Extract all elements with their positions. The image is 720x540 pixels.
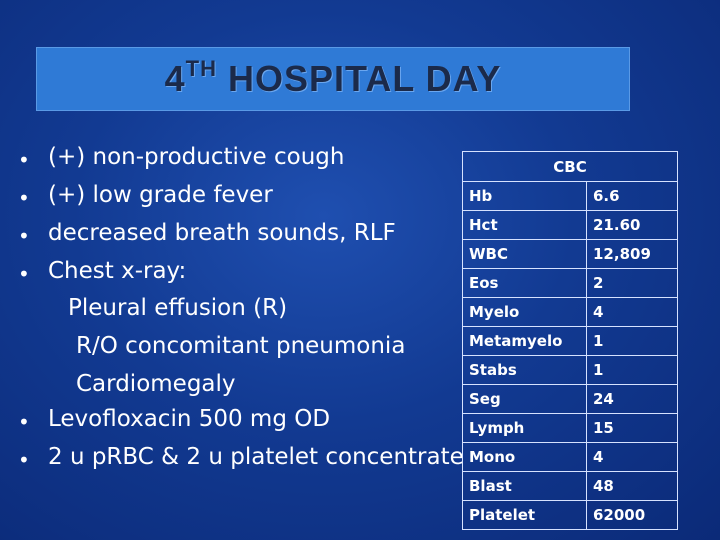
table-row: [463, 298, 678, 327]
bullet-dot: •: [18, 148, 30, 172]
slide-title: [37, 58, 629, 100]
cbc-value: 6.6: [587, 182, 678, 211]
cbc-label: Myelo: [463, 298, 587, 327]
bullet-chest-xray: Chest x-ray:: [48, 258, 187, 284]
bullet-dot: •: [18, 224, 30, 248]
cbc-label: Metamyelo: [463, 327, 587, 356]
cbc-value: 1: [587, 356, 678, 385]
cbc-value: 4: [587, 443, 678, 472]
cbc-value: 2: [587, 269, 678, 298]
table-row: [463, 211, 678, 240]
table-row: [463, 443, 678, 472]
cbc-value: 12,809: [587, 240, 678, 269]
bullet-dot: •: [18, 410, 30, 434]
xray-finding-cardiomegaly: Cardiomegaly: [76, 371, 236, 397]
bullet-levofloxacin: Levofloxacin 500 mg OD: [48, 406, 331, 432]
cbc-label: Blast: [463, 472, 587, 501]
cbc-header-row: [463, 152, 678, 182]
cbc-value: 1: [587, 327, 678, 356]
bullet-fever: (+) low grade fever: [48, 182, 273, 208]
table-row: [463, 182, 678, 211]
title-superscript: TH: [185, 56, 217, 81]
cbc-value: 4: [587, 298, 678, 327]
cbc-value: 24: [587, 385, 678, 414]
cbc-label: Hb: [463, 182, 587, 211]
cbc-label: Seg: [463, 385, 587, 414]
cbc-label: Hct: [463, 211, 587, 240]
bullet-breath-sounds: decreased breath sounds, RLF: [48, 220, 396, 246]
xray-finding-pneumonia: R/O concomitant pneumonia: [76, 333, 406, 359]
cbc-label: Lymph: [463, 414, 587, 443]
title-banner: [36, 47, 630, 111]
table-row: [463, 269, 678, 298]
cbc-label: WBC: [463, 240, 587, 269]
table-row: [463, 385, 678, 414]
table-row: [463, 356, 678, 385]
cbc-table: [462, 151, 678, 530]
cbc-value: 21.60: [587, 211, 678, 240]
table-row: [463, 240, 678, 269]
cbc-value: 62000: [587, 501, 678, 530]
bullet-dot: •: [18, 448, 30, 472]
cbc-label: Mono: [463, 443, 587, 472]
table-row: [463, 414, 678, 443]
xray-finding-effusion: Pleural effusion (R): [68, 295, 288, 321]
title-text: HOSPITAL DAY: [227, 58, 502, 99]
table-row: [463, 327, 678, 356]
bullet-dot: •: [18, 186, 30, 210]
bullet-cough: (+) non-productive cough: [48, 144, 345, 170]
bullet-dot: •: [18, 262, 30, 286]
table-row: [463, 472, 678, 501]
cbc-label: Stabs: [463, 356, 587, 385]
bullet-transfusion: 2 u pRBC & 2 u platelet concentrate: [48, 444, 464, 470]
cbc-label: Eos: [463, 269, 587, 298]
cbc-value: 15: [587, 414, 678, 443]
cbc-value: 48: [587, 472, 678, 501]
cbc-header: CBC: [463, 152, 678, 182]
cbc-label: Platelet: [463, 501, 587, 530]
table-row: [463, 501, 678, 530]
title-number: 4: [164, 58, 186, 99]
